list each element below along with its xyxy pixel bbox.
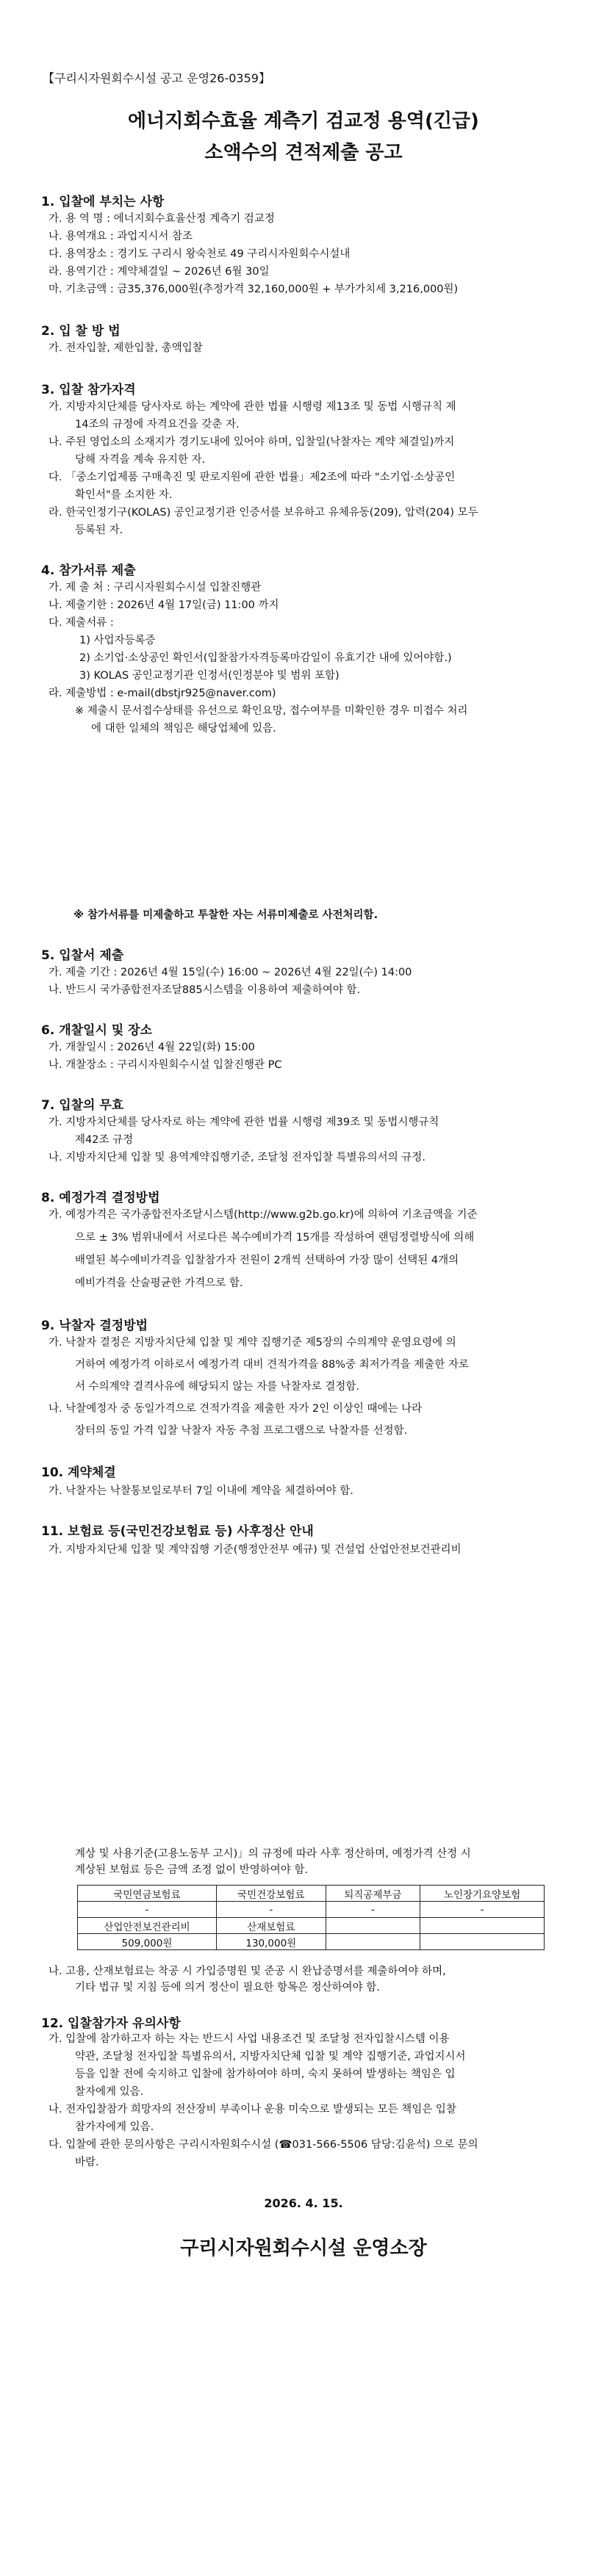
section-7-item-cont: 제42조 규정 [75, 1134, 134, 1146]
section-3-item: 나. 주된 영업소의 소재지가 경기도내에 있어야 하며, 입찰일(낙찰자는 계약 체결일)까지 [49, 436, 455, 448]
section-11-item: 나. 고용, 산재보험료는 착공 시 가입증명원 및 준공 시 완납증명서를 제출하여야 하며, [49, 1966, 446, 1977]
section-9-item: 가. 낙찰자 결정은 지방자치단체 입찰 및 계약 집행기준 제5장의 수의계약 운영요령에 의 [49, 1337, 456, 1349]
page-title: 에너지회수효율 계측기 검교정 용역(긴급) [128, 110, 479, 132]
submission-note: ※ 제출시 문서접수상태를 유선으로 확인요망, 접수여부를 미확인한 경우 미접수 처리 [75, 705, 468, 717]
table-cell: - [326, 1902, 420, 1918]
section-9-item: 나. 낙찰예정자 중 동일가격으로 견적가격을 제출한 자가 2인 이상인 때에는 나라 [49, 1403, 423, 1415]
section-5-item: 나. 반드시 국가종합전자조달885시스템을 이용하여 제출하여야 함. [49, 984, 361, 996]
section-4-item: 다. 제출서류 : [49, 617, 114, 629]
table-cell: - [216, 1902, 326, 1918]
section-8-heading: 8. 예정가격 결정방법 [41, 1191, 160, 1205]
section-8-item-cont: 배열된 복수예비가격을 입찰참가자 전원이 2개씩 선택하여 가장 많이 선택된 4개의 [75, 1255, 459, 1266]
section-4-item: 라. 제출방법 : e-mail(dbstjr925@naver.com) [49, 688, 276, 699]
section-3-item: 라. 한국인정기구(KOLAS) 공인교정기관 인증서를 보유하고 유체유동(209), 압력(204) 모두 [49, 507, 478, 519]
section-4-heading: 4. 참가서류 제출 [41, 563, 136, 578]
page-subtitle: 소액수의 견적제출 공고 [204, 142, 403, 164]
section-12-heading: 12. 입찰참가자 유의사항 [41, 2016, 181, 2031]
table-cell: - [78, 1902, 217, 1918]
table-cell: 509,000원 [78, 1934, 217, 1950]
insurance-fee-table [77, 1885, 545, 1950]
section-12-item: 가. 입찰에 참가하고자 하는 자는 반드시 사업 내용조건 및 조달청 전자입찰시스템 이용 [49, 2033, 450, 2045]
table-row [78, 1902, 545, 1918]
table-header-cell: 산업안전보건관리비 [78, 1918, 217, 1934]
section-2-item: 가. 전자입찰, 제한입찰, 총액입찰 [49, 342, 203, 354]
submission-note-cont: 에 대한 일체의 책임은 해당업체에 있음. [91, 723, 276, 735]
section-3-item: 다. 「중소기업제품 구매촉진 및 판로지원에 관한 법률」제2조에 따라 "소기업·소상공인 [49, 472, 456, 483]
section-8-item-cont: 예비가격을 산술평균한 가격으로 함. [75, 1277, 243, 1289]
required-document-item: 2) 소기업·소상공인 확인서(입찰참가자격등록마감일이 유효기간 내에 있어야함.) [79, 652, 452, 664]
section-4-item: 나. 제출기한 : 2026년 4월 17일(금) 11:00 까지 [49, 599, 279, 611]
table-header-cell: 국민건강보험료 [216, 1886, 326, 1902]
section-9-item-cont: 서 수의계약 결격사유에 해당되지 않는 자를 낙찰자로 결정함. [75, 1381, 360, 1393]
section-8-item-cont: 으로 ± 3% 범위내에서 서로다른 복수예비가격 15개를 작성하여 랜덤정렬방식에 의해 [75, 1232, 475, 1244]
table-cell [326, 1934, 420, 1950]
table-row [78, 1934, 545, 1950]
section-12-item-cont: 찰자에게 있음. [75, 2086, 144, 2098]
section-10-heading: 10. 계약체결 [41, 1465, 116, 1480]
section-12-item-cont: 약관, 조달청 전자입찰 특별유의서, 지방자치단체 입찰 및 계약 집행기준, 과업지시서 [75, 2051, 466, 2063]
section-12-item: 나. 전자입찰참가 희망자의 전산장비 부족이나 운용 미숙으로 발생되는 모든 책임은 입찰 [49, 2104, 456, 2115]
table-header-cell: 산재보험료 [216, 1918, 326, 1934]
section-11-heading: 11. 보험료 등(국민건강보험료 등) 사후정산 안내 [41, 1524, 314, 1539]
section-1-item: 가. 용 역 명 : 에너지회수효율산정 계측기 검교정 [49, 213, 275, 225]
section-7-item: 나. 지방자치단체 입찰 및 용역계약집행기준, 조달청 전자입찰 특별유의서의 규정. [49, 1152, 425, 1163]
section-3-heading: 3. 입찰 참가자격 [41, 383, 136, 397]
notice-date: 2026. 4. 15. [264, 2196, 343, 2210]
section-12-item: 다. 입찰에 관한 문의사항은 구리시자원회수시설 (☎031-566-5506 담당:김윤석) 으로 문의 [49, 2139, 478, 2151]
section-12-item-cont: 참가자에게 있음. [75, 2121, 154, 2133]
section-1-heading: 1. 입찰에 부치는 사항 [41, 195, 165, 209]
section-6-item: 나. 개찰장소 : 구리시자원회수시설 입찰진행관 PC [49, 1059, 282, 1071]
required-document-item: 3) KOLAS 공인교정기관 인정서(인정분야 및 범위 포함) [79, 670, 340, 682]
section-3-item: 가. 지방자치단체를 당사자로 하는 계약에 관한 법률 시행령 제13조 및 동법 시행규칙 제 [49, 401, 456, 413]
notice-number: 【구리시자원회수시설 공고 운영26-0359】 [43, 71, 270, 85]
section-11-item-cont: 기타 법규 및 지침 등에 의거 정산이 필요한 항목은 정산하여야 함. [75, 1982, 380, 1994]
section-1-item: 다. 용역장소 : 경기도 구리시 왕숙천로 49 구리시자원회수시설내 [49, 248, 351, 260]
section-3-item-cont: 등록된 자. [75, 524, 123, 536]
section-9-item-cont: 거하여 예정가격 이하로서 예정가격 대비 견적가격을 88%중 최저가격을 제출한 자로 [75, 1359, 469, 1371]
section-9-heading: 9. 낙찰자 결정방법 [41, 1318, 148, 1333]
issuing-organization: 구리시자원회수시설 운영소장 [180, 2237, 427, 2259]
section-5-item: 가. 제출 기간 : 2026년 4월 15일(수) 16:00 ~ 2026년 4월 22일(수) 14:00 [49, 967, 412, 978]
table-cell: - [420, 1902, 545, 1918]
table-cell: 130,000원 [216, 1934, 326, 1950]
table-header-cell: 퇴직공제부금 [326, 1886, 420, 1902]
section-5-heading: 5. 입찰서 제출 [41, 948, 124, 963]
section-1-item: 라. 용역기간 : 계약체결일 ~ 2026년 6월 30일 [49, 266, 270, 278]
section-6-heading: 6. 개찰일시 및 장소 [41, 1023, 152, 1038]
section-9-item-cont: 장터의 동일 가격 입찰 낙찰자 자동 추첨 프로그램으로 낙찰자를 선정함. [75, 1425, 408, 1437]
section-12-item-cont: 바람. [75, 2157, 99, 2168]
section-1-item: 마. 기초금액 : 금35,376,000원(추정가격 32,160,000원 + 부가가치세 3,216,000원) [49, 284, 459, 295]
section-11-item: 가. 지방자치단체 입찰 및 계약집행 기준(행정안전부 예규) 및 건설업 산업안전보건관리비 [49, 1544, 461, 1556]
section-6-item: 가. 개찰일시 : 2026년 4월 22일(화) 15:00 [49, 1042, 255, 1053]
table-cell [420, 1918, 545, 1934]
section-1-item: 나. 용역개요 : 과업지시서 참조 [49, 231, 193, 242]
section-7-item: 가. 지방자치단체를 당사자로 하는 계약에 관한 법률 시행령 제39조 및 동법시행규칙 [49, 1116, 439, 1128]
table-header-cell: 노인장기요양보험 [420, 1886, 545, 1902]
section-3-item-cont: 확인서"를 소지한 자. [75, 489, 173, 501]
warning-note: ※ 참가서류를 미제출하고 투찰한 자는 서류미제출로 사전처리함. [73, 909, 378, 921]
table-row [78, 1886, 545, 1902]
section-10-item: 가. 낙찰자는 낙찰통보일로부터 7일 이내에 계약을 체결하여야 함. [49, 1485, 353, 1497]
section-4-item: 가. 제 출 처 : 구리시자원회수시설 입찰진행관 [49, 582, 262, 594]
section-2-heading: 2. 입 찰 방 법 [41, 324, 121, 339]
section-3-item-cont: 당해 자격을 계속 유지한 자. [75, 454, 206, 466]
section-7-heading: 7. 입찰의 무효 [41, 1098, 124, 1113]
section-12-item-cont: 등을 입찰 전에 숙지하고 입찰에 참가하여야 하며, 숙지 못하여 발생하는 책임은 입 [75, 2068, 456, 2080]
section-11-item-cont: 계상 및 사용기준(고용노동부 고시)」의 규정에 따라 사후 정산하며, 예정가격 산정 시 [75, 1848, 471, 1860]
required-document-item: 1) 사업자등록증 [79, 635, 156, 646]
table-header-cell: 국민연금보험료 [78, 1886, 217, 1902]
section-3-item-cont: 14조의 규정에 자격요건을 갖춘 자. [75, 419, 240, 430]
section-8-item: 가. 예정가격은 국가종합전자조달시스템(http://www.g2b.go.kr)에 의하여 기초금액을 기준 [49, 1209, 478, 1221]
section-11-item-cont: 계상된 보험료 등은 금액 조정 없이 반영하여야 함. [75, 1864, 309, 1876]
table-cell [326, 1918, 420, 1934]
table-cell [420, 1934, 545, 1950]
table-row [78, 1918, 545, 1934]
